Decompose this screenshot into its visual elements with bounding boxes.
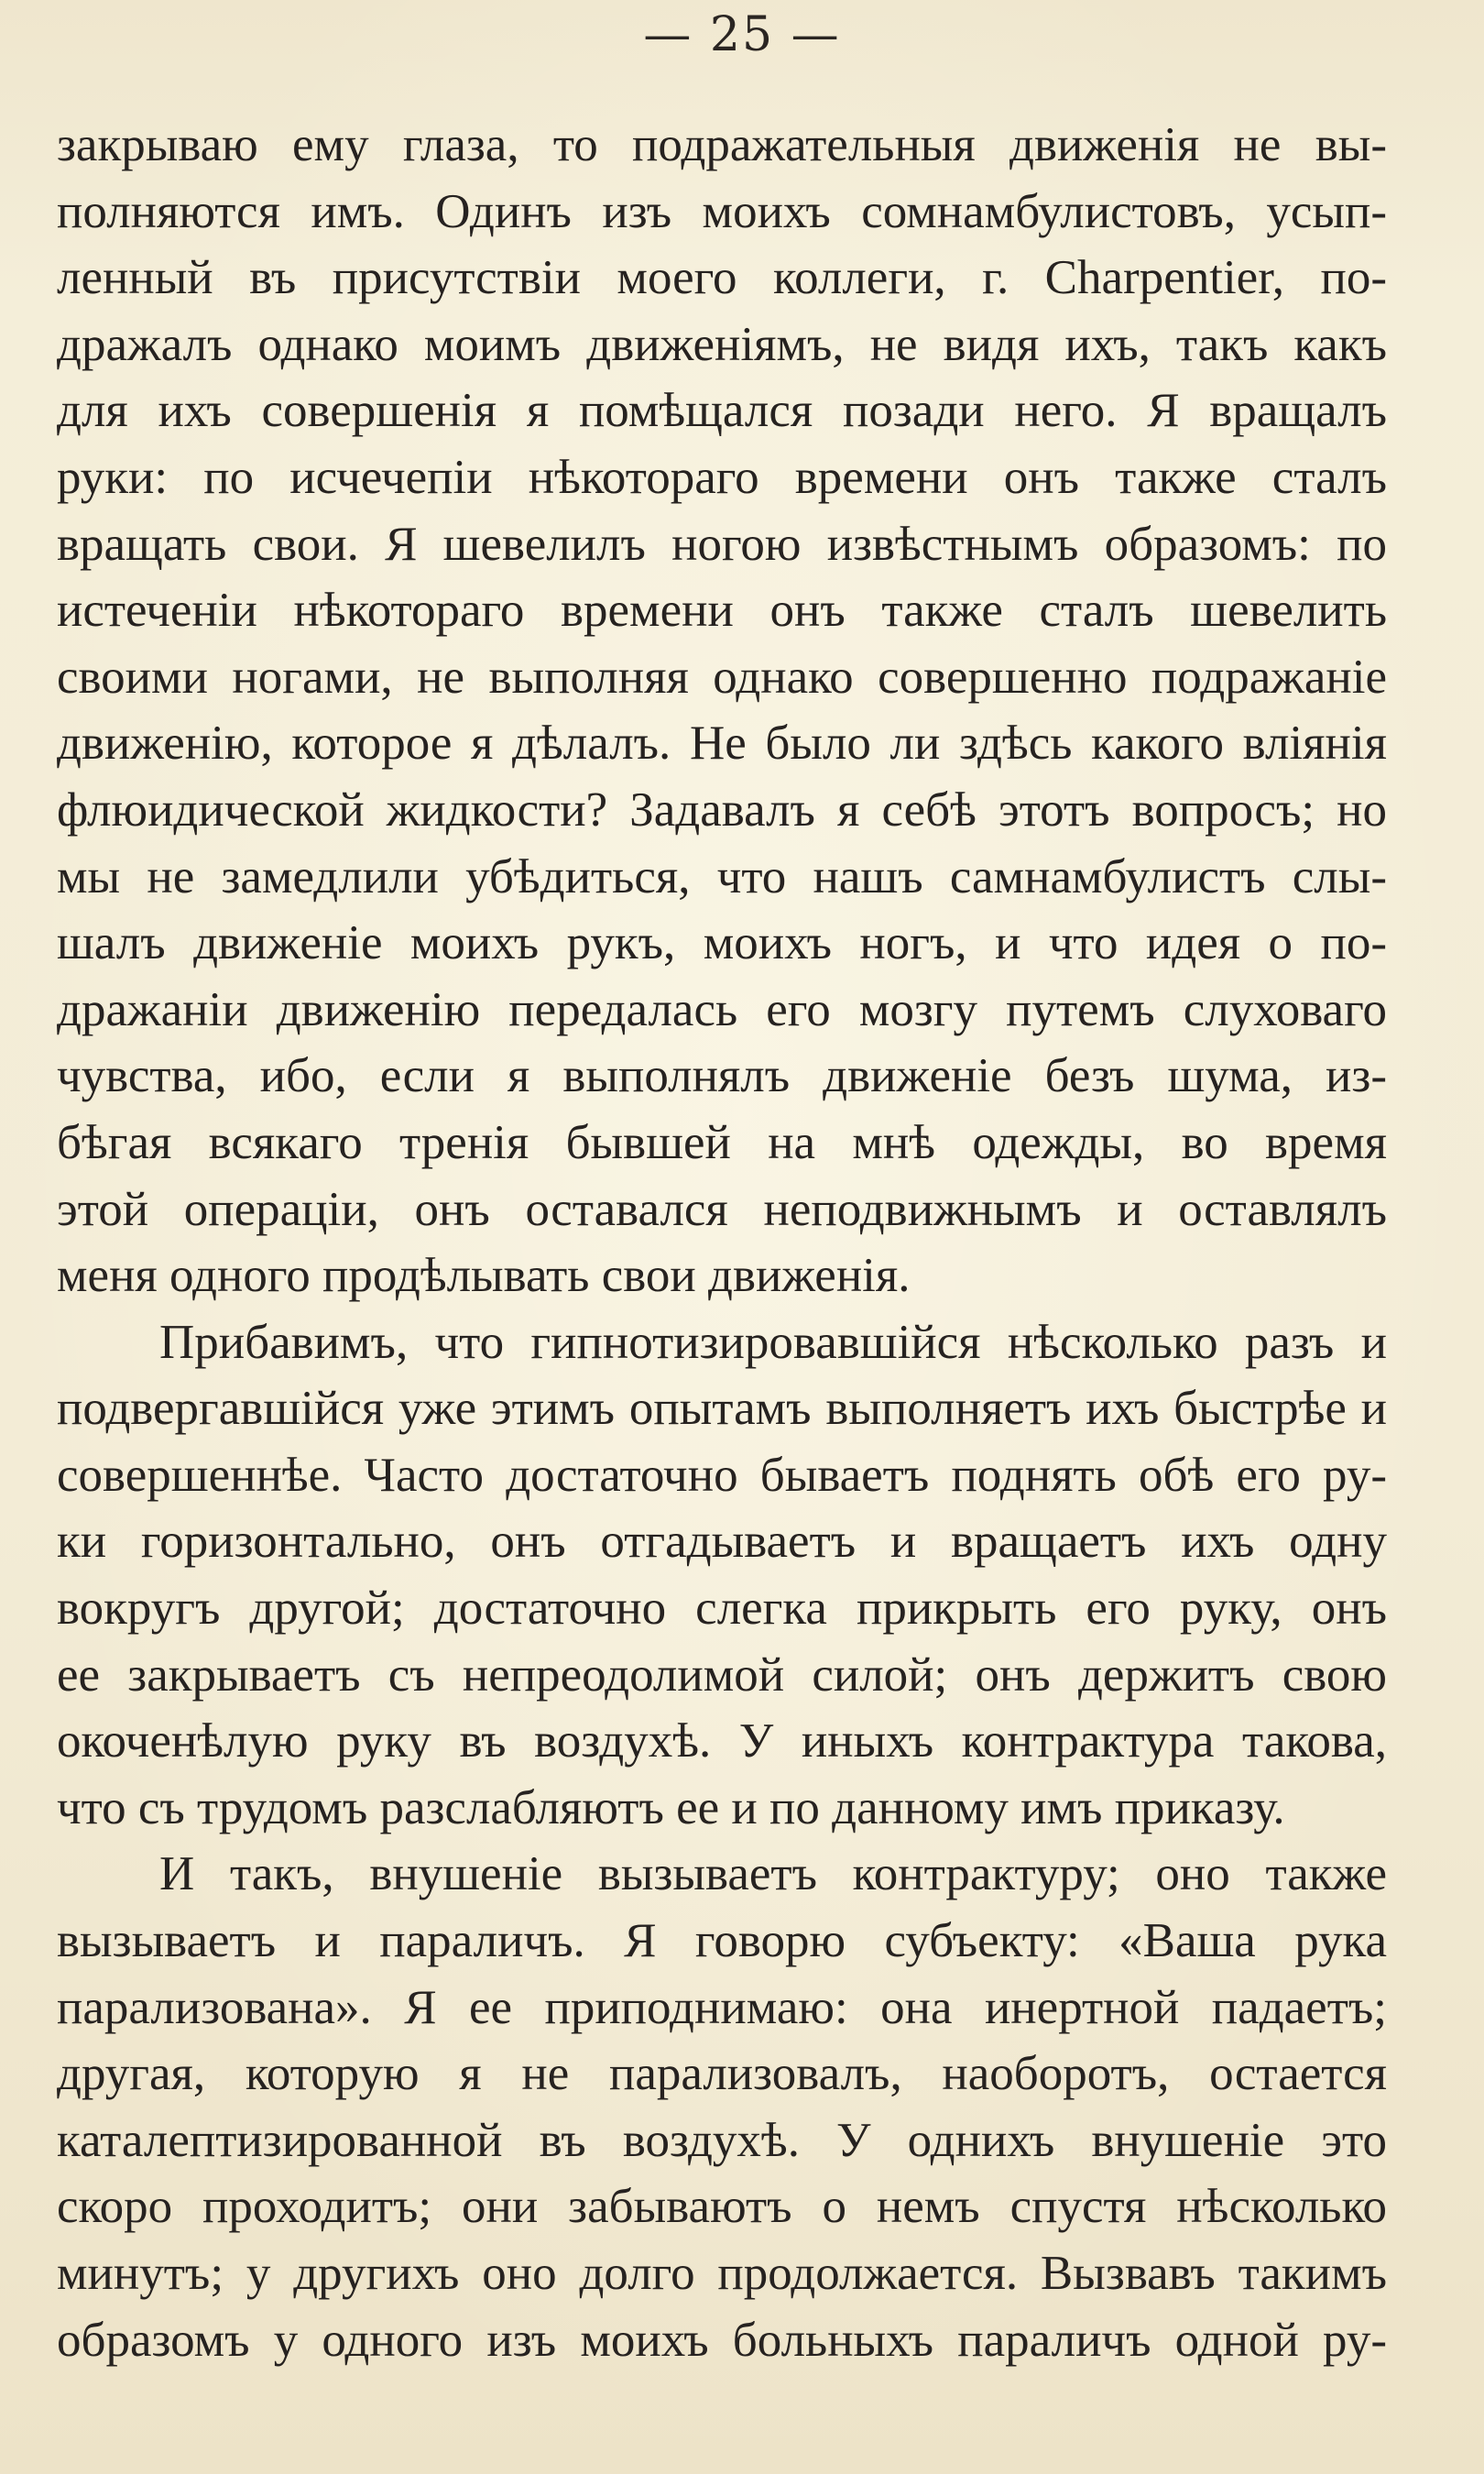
text-line: дражаніи движенію передалась его мозгу путемъ слуховаго [57, 982, 1387, 1036]
body-text [57, 112, 1387, 2373]
text-line: бѣгая всякаго тренія бывшей на мнѣ одежды, во время [57, 1115, 1387, 1169]
text-line: ки горизонтально, онъ отгадываетъ и вращаетъ ихъ одну [57, 1515, 1387, 1569]
text-line: минутъ; у другихъ оно долго продолжается. Вызвавъ такимъ [57, 2247, 1387, 2300]
text-line: мы не замедлили убѣдиться, что нашъ самнамбулистъ слы- [57, 849, 1387, 903]
text-line: для ихъ совершенія я помѣщался позади него. Я вращалъ [57, 384, 1387, 438]
text-line: совершеннѣе. Часто достаточно бываетъ поднять обѣ его ру- [57, 1448, 1387, 1502]
text-line: парализована». Я ее приподнимаю: она инертной падаетъ; [57, 1980, 1387, 2034]
text-line: руки: по исчечепіи нѣкотораго времени онъ также сталъ [57, 450, 1387, 504]
text-line: скоро проходитъ; они забываютъ о немъ спустя нѣсколько [57, 2180, 1387, 2234]
text-line: Прибавимъ, что гипнотизировавшійся нѣсколько разъ и [159, 1315, 1387, 1369]
text-line: этой операціи, онъ оставался неподвижнымъ и оставлялъ [57, 1182, 1387, 1236]
text-line: истеченіи нѣкотораго времени онъ также сталъ шевелить [57, 584, 1387, 638]
text-line: движенію, которое я дѣлалъ. Не было ли здѣсь какого вліянія [57, 717, 1387, 771]
text-line: вызываетъ и параличъ. Я говорю субъекту: «Ваша рука [57, 1914, 1387, 1968]
text-line: своими ногами, не выполняя однако совершенно подражаніе [57, 650, 1387, 704]
text-line: флюидической жидкости? Задавалъ я себѣ этотъ вопросъ; но [57, 783, 1387, 837]
text-line: другая, которую я не парализовалъ, наоборотъ, остается [57, 2047, 1387, 2101]
text-line: чувства, ибо, если я выполнялъ движеніе безъ шума, из- [57, 1049, 1387, 1103]
text-line: ее закрываетъ съ непреодолимой силой; онъ держитъ свою [57, 1648, 1387, 1702]
text-line: меня одного продѣлывать свои движенія. [57, 1249, 911, 1303]
text-line: что съ трудомъ разслабляютъ ее и по данному имъ приказу. [57, 1780, 1285, 1834]
text-line: каталептизированной въ воздухѣ. У однихъ внушеніе это [57, 2113, 1387, 2167]
text-line: вращать свои. Я шевелилъ ногою извѣстнымъ образомъ: по [57, 517, 1387, 571]
text-line: шалъ движеніе моихъ рукъ, моихъ ногъ, и что идея о по- [57, 916, 1387, 970]
text-line: вокругъ другой; достаточно слегка прикрыть его руку, онъ [57, 1582, 1387, 1636]
text-line: окоченѣлую руку въ воздухѣ. У иныхъ контрактура такова, [57, 1714, 1387, 1768]
text-line: полняются имъ. Одинъ изъ моихъ сомнамбулистовъ, усып- [57, 184, 1387, 238]
page-number: — 25 — [643, 7, 841, 62]
text-line: подвергавшійся уже этимъ опытамъ выполняетъ ихъ быстрѣе и [57, 1382, 1387, 1436]
text-line: ленный въ присутствіи моего коллеги, г. Charpentier, по- [57, 251, 1387, 305]
text-line: закрываю ему глаза, то подражательныя движенія не вы- [57, 118, 1387, 171]
text-line: И такъ, внушеніе вызываетъ контрактуру; оно также [159, 1847, 1387, 1901]
text-line: дражалъ однако моимъ движеніямъ, не видя ихъ, такъ какъ [57, 317, 1387, 371]
text-line: образомъ у одного изъ моихъ больныхъ параличъ одной ру- [57, 2313, 1387, 2367]
